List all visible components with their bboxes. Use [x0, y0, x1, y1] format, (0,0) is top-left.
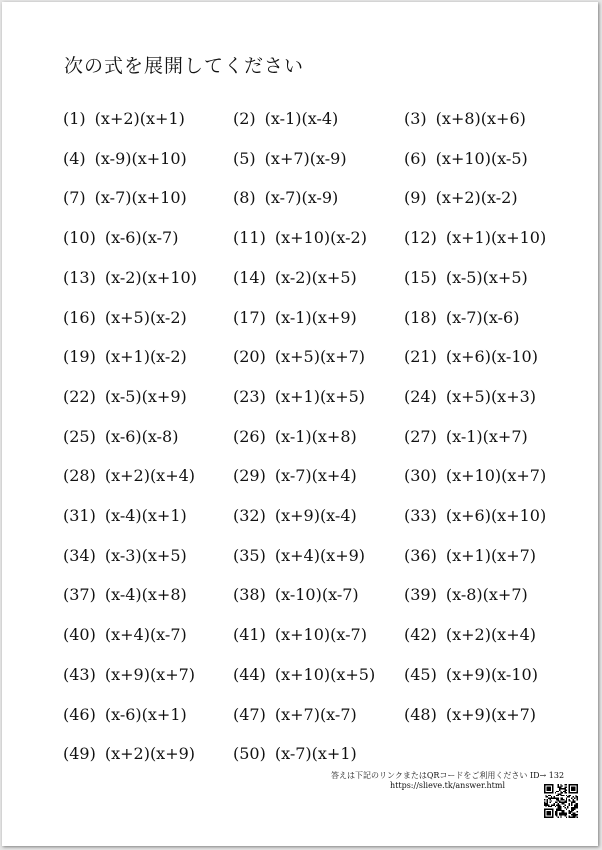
problem-item [404, 584, 528, 606]
page-title: 次の式を展開してください [64, 55, 305, 77]
problem-item [404, 307, 519, 329]
problem-item [404, 108, 526, 130]
problem-expression: (x+9)(x+7) [104, 664, 196, 684]
problem-expression: (x-7)(x+1) [274, 744, 357, 764]
problem-expression: (x+10)(x+5) [274, 664, 376, 684]
problem-item [233, 307, 357, 329]
problem-number: (29) [233, 466, 266, 486]
problem-number: (36) [404, 545, 437, 565]
problem-number: (23) [233, 386, 266, 406]
problem-number: (45) [404, 664, 437, 684]
problem-expression: (x+9)(x-4) [274, 506, 357, 525]
problem-expression: (x+9)(x+7) [445, 704, 537, 724]
problem-item [233, 227, 367, 249]
problem-expression: (x-8)(x+7) [445, 585, 528, 605]
problem-number: (2) [233, 109, 256, 128]
problem-expression: (x-4)(x+8) [104, 585, 187, 605]
problem-item [404, 704, 536, 726]
problem-item [63, 584, 187, 606]
problem-item [404, 187, 518, 209]
qr-code-icon[interactable] [544, 784, 578, 818]
problem-item [63, 664, 195, 686]
problem-expression: (x+6)(x+10) [445, 506, 547, 525]
problem-item [233, 426, 357, 448]
problem-item [404, 227, 546, 249]
problem-number: (18) [404, 307, 437, 327]
problem-expression: (x-6)(x-8) [104, 426, 179, 446]
problem-number: (48) [404, 704, 437, 724]
problem-item [233, 386, 365, 408]
problem-number: (41) [233, 625, 266, 645]
problem-expression: (x+5)(x+3) [445, 386, 537, 406]
problem-item [63, 743, 195, 765]
problem-expression: (x+7)(x-7) [274, 704, 357, 724]
problem-number: (16) [63, 307, 96, 327]
problem-item [63, 465, 195, 487]
problem-item [63, 187, 187, 209]
problem-item [63, 108, 185, 130]
problem-number: (15) [404, 267, 437, 287]
problem-expression: (x-5)(x+5) [445, 267, 528, 287]
problem-number: (22) [63, 386, 96, 406]
problem-expression: (x+4)(x+9) [274, 545, 366, 565]
problem-number: (17) [233, 307, 266, 327]
problem-number: (40) [63, 625, 96, 645]
problem-expression: (x+1)(x+7) [445, 545, 537, 565]
problem-number: (32) [233, 506, 266, 525]
problem-number: (8) [233, 188, 256, 208]
problem-number: (24) [404, 386, 437, 406]
problem-number: (44) [233, 664, 266, 684]
problem-expression: (x+10)(x+7) [445, 466, 547, 486]
problem-number: (37) [63, 585, 96, 605]
problem-number: (28) [63, 466, 96, 486]
problem-item [63, 386, 187, 408]
problem-expression: (x-7)(x-9) [264, 188, 339, 208]
answer-link[interactable]: https://slieve.tk/answer.html [390, 781, 506, 790]
problem-expression: (x-10)(x-7) [274, 585, 359, 605]
problem-item [63, 704, 187, 726]
problem-item [404, 426, 528, 448]
problem-number: (39) [404, 585, 437, 605]
problem-number: (34) [63, 545, 96, 565]
problem-number: (47) [233, 704, 266, 724]
problem-item [233, 704, 357, 726]
problem-number: (33) [404, 506, 437, 525]
problem-item [233, 743, 357, 765]
problem-expression: (x-7)(x-6) [445, 307, 520, 327]
problem-item [233, 505, 357, 527]
problem-item [404, 346, 538, 368]
problem-expression: (x-6)(x-7) [104, 228, 179, 248]
problem-number: (21) [404, 347, 437, 367]
problem-item [233, 346, 365, 368]
problem-item [404, 465, 546, 487]
problem-number: (12) [404, 228, 437, 248]
problem-expression: (x+7)(x-9) [264, 148, 347, 168]
problem-item [233, 465, 357, 487]
problem-number: (43) [63, 664, 96, 684]
problem-number: (11) [233, 228, 266, 248]
problem-expression: (x+1)(x+5) [274, 386, 366, 406]
problem-number: (27) [404, 426, 437, 446]
problem-item [233, 187, 338, 209]
problem-expression: (x-3)(x+5) [104, 545, 187, 565]
problem-expression: (x+2)(x-2) [435, 188, 518, 208]
problem-expression: (x-5)(x+9) [104, 386, 187, 406]
problem-expression: (x-2)(x+5) [274, 267, 357, 287]
problem-item [233, 148, 347, 170]
problem-number: (9) [404, 188, 427, 208]
problem-number: (26) [233, 426, 266, 446]
problem-number: (1) [63, 109, 86, 128]
problem-expression: (x+10)(x-5) [435, 148, 528, 168]
problem-item [404, 505, 546, 527]
problem-item [404, 148, 528, 170]
problem-item [233, 108, 338, 130]
problem-number: (13) [63, 267, 96, 287]
problem-expression: (x+5)(x-2) [104, 307, 187, 327]
problem-item [63, 307, 187, 329]
problem-expression: (x-7)(x+10) [94, 188, 187, 208]
problem-item [63, 227, 178, 249]
problem-expression: (x-7)(x+4) [274, 466, 357, 486]
problem-number: (19) [63, 347, 96, 367]
problem-number: (49) [63, 744, 96, 764]
problem-number: (5) [233, 148, 256, 168]
problem-expression: (x-4)(x+1) [104, 506, 187, 525]
problem-item [404, 545, 536, 567]
problem-item [63, 545, 187, 567]
problem-expression: (x-1)(x+8) [274, 426, 357, 446]
problem-number: (35) [233, 545, 266, 565]
problem-number: (30) [404, 466, 437, 486]
problem-expression: (x-9)(x+10) [94, 148, 187, 168]
problem-item [404, 664, 538, 686]
worksheet-page [2, 2, 598, 846]
problem-expression: (x+8)(x+6) [435, 109, 526, 128]
problem-item [404, 386, 536, 408]
problem-number: (20) [233, 347, 266, 367]
problem-item [233, 664, 375, 686]
problem-item [63, 624, 187, 646]
problem-number: (31) [63, 506, 96, 525]
problem-number: (46) [63, 704, 96, 724]
problem-item [63, 267, 197, 289]
problem-item [63, 346, 187, 368]
problem-expression: (x+2)(x+1) [94, 109, 185, 128]
problem-expression: (x+9)(x-10) [445, 664, 538, 684]
problem-expression: (x-1)(x+7) [445, 426, 528, 446]
problem-expression: (x+5)(x+7) [274, 347, 366, 367]
problem-expression: (x-2)(x+10) [104, 267, 197, 287]
problem-number: (7) [63, 188, 86, 208]
problem-expression: (x+10)(x-7) [274, 625, 367, 645]
problem-item [404, 267, 528, 289]
problem-number: (14) [233, 267, 266, 287]
problem-expression: (x-1)(x+9) [274, 307, 357, 327]
problem-number: (50) [233, 744, 266, 764]
problem-expression: (x+10)(x-2) [274, 228, 367, 248]
problem-number: (25) [63, 426, 96, 446]
problem-expression: (x-6)(x+1) [104, 704, 187, 724]
problem-item [233, 584, 359, 606]
problem-item [233, 624, 367, 646]
problem-number: (4) [63, 148, 86, 168]
problem-expression: (x-1)(x-4) [264, 109, 339, 128]
problem-expression: (x+1)(x-2) [104, 347, 187, 367]
problem-expression: (x+2)(x+9) [104, 744, 196, 764]
problem-item [63, 148, 187, 170]
problem-expression: (x+4)(x-7) [104, 625, 187, 645]
problem-item [63, 505, 187, 527]
problem-number: (42) [404, 625, 437, 645]
problem-item [233, 267, 357, 289]
problem-expression: (x+2)(x+4) [445, 625, 537, 645]
answer-note: 答えは下記のリンクまたはQRコードをご利用ください ID→ 132 [331, 771, 565, 780]
problem-expression: (x+2)(x+4) [104, 466, 196, 486]
problem-expression: (x+1)(x+10) [445, 228, 547, 248]
problem-number: (10) [63, 228, 96, 248]
problem-number: (3) [404, 109, 427, 128]
problem-number: (6) [404, 148, 427, 168]
problem-item [233, 545, 365, 567]
problem-expression: (x+6)(x-10) [445, 347, 538, 367]
problem-number: (38) [233, 585, 266, 605]
problem-item [404, 624, 536, 646]
problem-item [63, 426, 178, 448]
